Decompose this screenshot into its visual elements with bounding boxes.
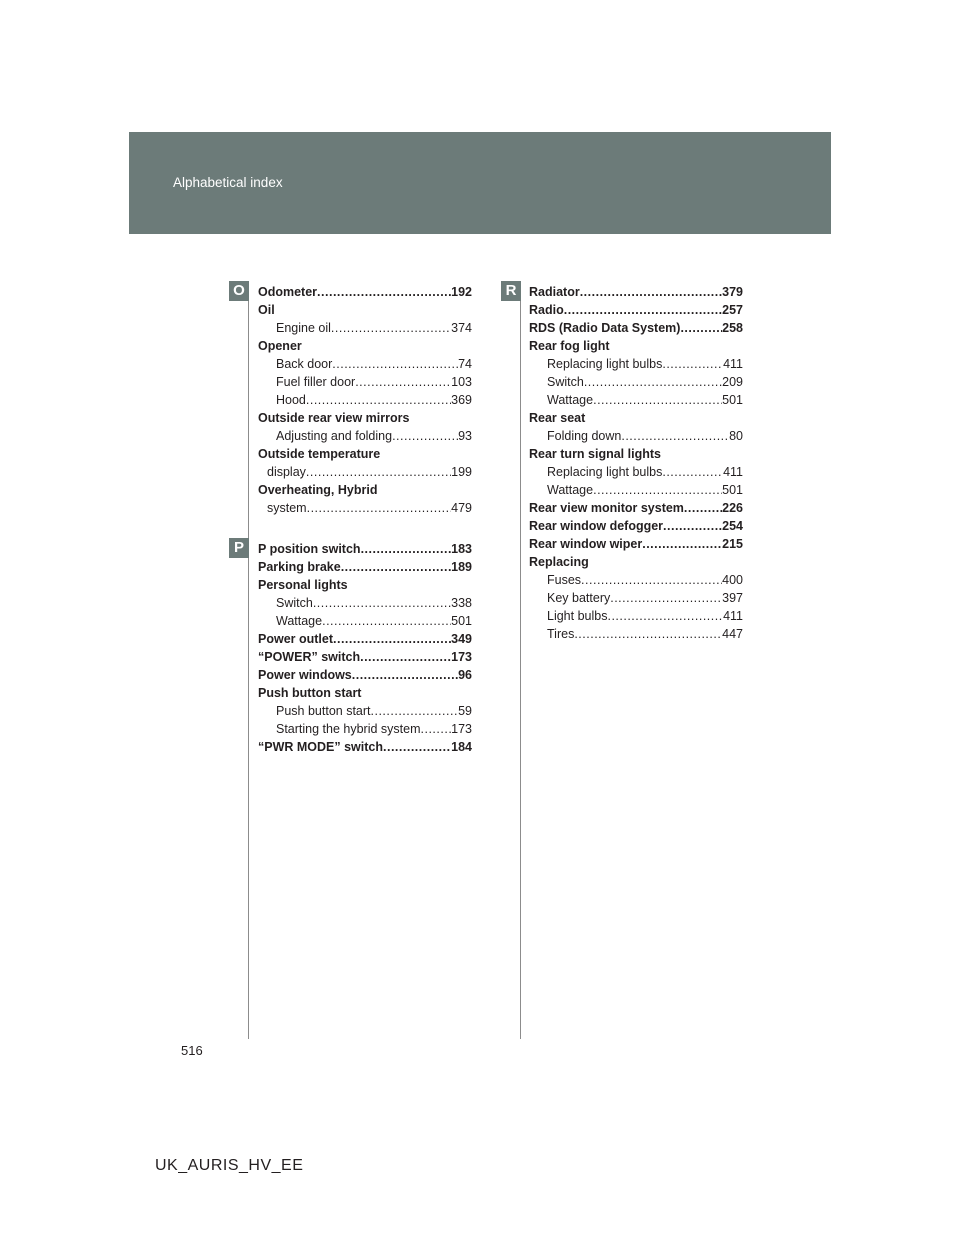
index-entry [258,427,472,445]
entry-label: Personal lights [258,578,348,592]
entry-label: P position switch [258,542,361,556]
index-entry [529,445,743,463]
dot-leader [352,666,458,684]
entry-label: Fuses [547,573,582,587]
index-entry [258,612,472,630]
index-entry [258,630,472,648]
entry-label: Opener [258,339,302,353]
entry-label: Switch [276,596,313,610]
index-entry [529,409,743,427]
page-header [129,132,831,234]
entry-label: Power outlet [258,632,334,646]
footer-code: UK_AURIS_HV_EE [155,1157,304,1174]
dot-leader [317,283,451,301]
entry-page: 173 [451,722,472,736]
section-letter-p: P [229,538,249,558]
dot-leader [584,373,722,391]
entry-page: 501 [722,393,743,407]
entry-page: 447 [722,627,743,641]
entry-page: 93 [458,429,472,443]
dot-leader [333,630,451,648]
index-entry [258,463,472,481]
dot-leader [332,355,458,373]
index-entry [258,499,472,517]
dot-leader [574,625,722,643]
entry-page: 369 [451,393,472,407]
entry-page: 215 [722,537,743,551]
entry-page: 192 [451,285,472,299]
section-letter-o: O [229,281,249,301]
entry-label: Adjusting and folding [276,429,393,443]
index-entry [529,301,743,319]
index-entry [529,481,743,499]
dot-leader [621,427,729,445]
index-entry [529,283,743,301]
dot-leader [355,373,451,391]
entry-label: Hood [276,393,306,407]
entry-page: 374 [451,321,472,335]
dot-leader [313,594,451,612]
entry-page: 209 [722,375,743,389]
entry-page: 397 [722,591,743,605]
dot-leader [306,463,451,481]
index-entry [258,648,472,666]
column-divider-middle [520,282,521,1039]
index-entry [529,391,743,409]
column-divider-left [248,282,249,1039]
dot-leader [610,589,722,607]
entry-page: 226 [722,501,743,515]
entry-label: Replacing light bulbs [547,357,663,371]
entry-page: 59 [458,704,472,718]
dot-leader [581,571,722,589]
entry-page: 501 [451,614,472,628]
entry-page: 189 [451,560,472,574]
index-entry [529,553,743,571]
dot-leader [307,499,452,517]
index-entry [258,409,472,427]
index-entry [258,283,472,301]
dot-leader [593,391,722,409]
entry-page: 338 [451,596,472,610]
index-entry [529,589,743,607]
entry-page: 400 [722,573,743,587]
entry-label: Odometer [258,285,318,299]
entry-label: Starting the hybrid system [276,722,421,736]
entry-page: 411 [723,609,743,623]
index-entry [258,702,472,720]
entry-label: Push button start [258,686,362,700]
entry-label: Radio [529,303,564,317]
index-entry [529,517,743,535]
index-entry [258,301,472,319]
dot-leader [663,517,722,535]
section-letter-r: R [501,281,521,301]
dot-leader [341,558,451,576]
entry-label: Outside rear view mirrors [258,411,410,425]
index-entry [258,319,472,337]
entry-label: Fuel filler door [276,375,356,389]
index-entry [258,445,472,463]
dot-leader [306,391,451,409]
dot-leader [564,301,722,319]
dot-leader [383,738,451,756]
entry-label: Rear window wiper [529,537,643,551]
entry-page: 103 [451,375,472,389]
dot-leader [392,427,458,445]
entry-label: “PWR MODE” switch [258,740,384,754]
entry-label: Rear turn signal lights [529,447,661,461]
entry-page: 254 [722,519,743,533]
entry-label: Rear view monitor system [529,501,684,515]
dot-leader [607,607,723,625]
index-entry [258,684,472,702]
index-entry [258,337,472,355]
dot-leader [360,648,451,666]
dot-leader [642,535,722,553]
entry-page: 411 [723,465,743,479]
index-entry [529,355,743,373]
entry-page: 74 [458,357,472,371]
index-entry [258,576,472,594]
index-entry [258,738,472,756]
entry-page: 173 [451,650,472,664]
index-entry [258,540,472,558]
dot-leader [421,720,452,738]
dot-leader [662,355,723,373]
header-title: Alphabetical index [173,175,283,190]
entry-page: 479 [451,501,472,515]
index-entry [258,666,472,684]
entry-label: Back door [276,357,333,371]
entry-label: Power windows [258,668,352,682]
entry-label: Parking brake [258,560,341,574]
index-entry [529,499,743,517]
index-entry [258,594,472,612]
entry-label: Switch [547,375,584,389]
entry-label: Rear seat [529,411,586,425]
entry-label: RDS (Radio Data System) [529,321,681,335]
entry-label: Key battery [547,591,611,605]
dot-leader [322,612,451,630]
index-entry [529,463,743,481]
index-entry [529,535,743,553]
index-entry [529,337,743,355]
entry-label: Folding down [547,429,622,443]
entry-page: 80 [729,429,743,443]
index-entry [529,319,743,337]
entry-label: Replacing [529,555,589,569]
entry-page: 258 [722,321,743,335]
index-section-o [258,283,472,517]
dot-leader [371,702,459,720]
entry-page: 257 [722,303,743,317]
index-entry [258,355,472,373]
dot-leader [361,540,452,558]
index-entry [258,391,472,409]
entry-page: 96 [458,668,472,682]
entry-page: 349 [451,632,472,646]
index-entry [258,720,472,738]
entry-page: 184 [451,740,472,754]
dot-leader [593,481,722,499]
entry-label: Push button start [276,704,371,718]
index-entry [529,625,743,643]
entry-page: 379 [722,285,743,299]
entry-label: display [267,465,306,479]
page-number: 516 [181,1043,203,1058]
entry-label: Overheating, Hybrid [258,483,378,497]
entry-label: Light bulbs [547,609,608,623]
dot-leader [662,463,723,481]
entry-page: 183 [451,542,472,556]
index-entry [529,373,743,391]
entry-page: 501 [722,483,743,497]
dot-leader [580,283,722,301]
entry-page: 199 [451,465,472,479]
dot-leader [680,319,722,337]
index-entry [529,427,743,445]
index-entry [529,607,743,625]
entry-label: Rear fog light [529,339,610,353]
entry-label: Wattage [547,393,594,407]
entry-label: Radiator [529,285,580,299]
entry-label: system [267,501,307,515]
index-section-r [529,283,743,643]
entry-label: Wattage [547,483,594,497]
index-entry [258,373,472,391]
index-entry [258,481,472,499]
dot-leader [331,319,451,337]
entry-label: Rear window defogger [529,519,664,533]
entry-label: Outside temperature [258,447,381,461]
index-entry [529,571,743,589]
dot-leader [684,499,722,517]
entry-label: Tires [547,627,575,641]
entry-label: “POWER” switch [258,650,361,664]
index-entry [258,558,472,576]
entry-label: Replacing light bulbs [547,465,663,479]
entry-page: 411 [723,357,743,371]
index-section-p [258,540,472,756]
entry-label: Oil [258,303,275,317]
entry-label: Engine oil [276,321,331,335]
entry-label: Wattage [276,614,323,628]
